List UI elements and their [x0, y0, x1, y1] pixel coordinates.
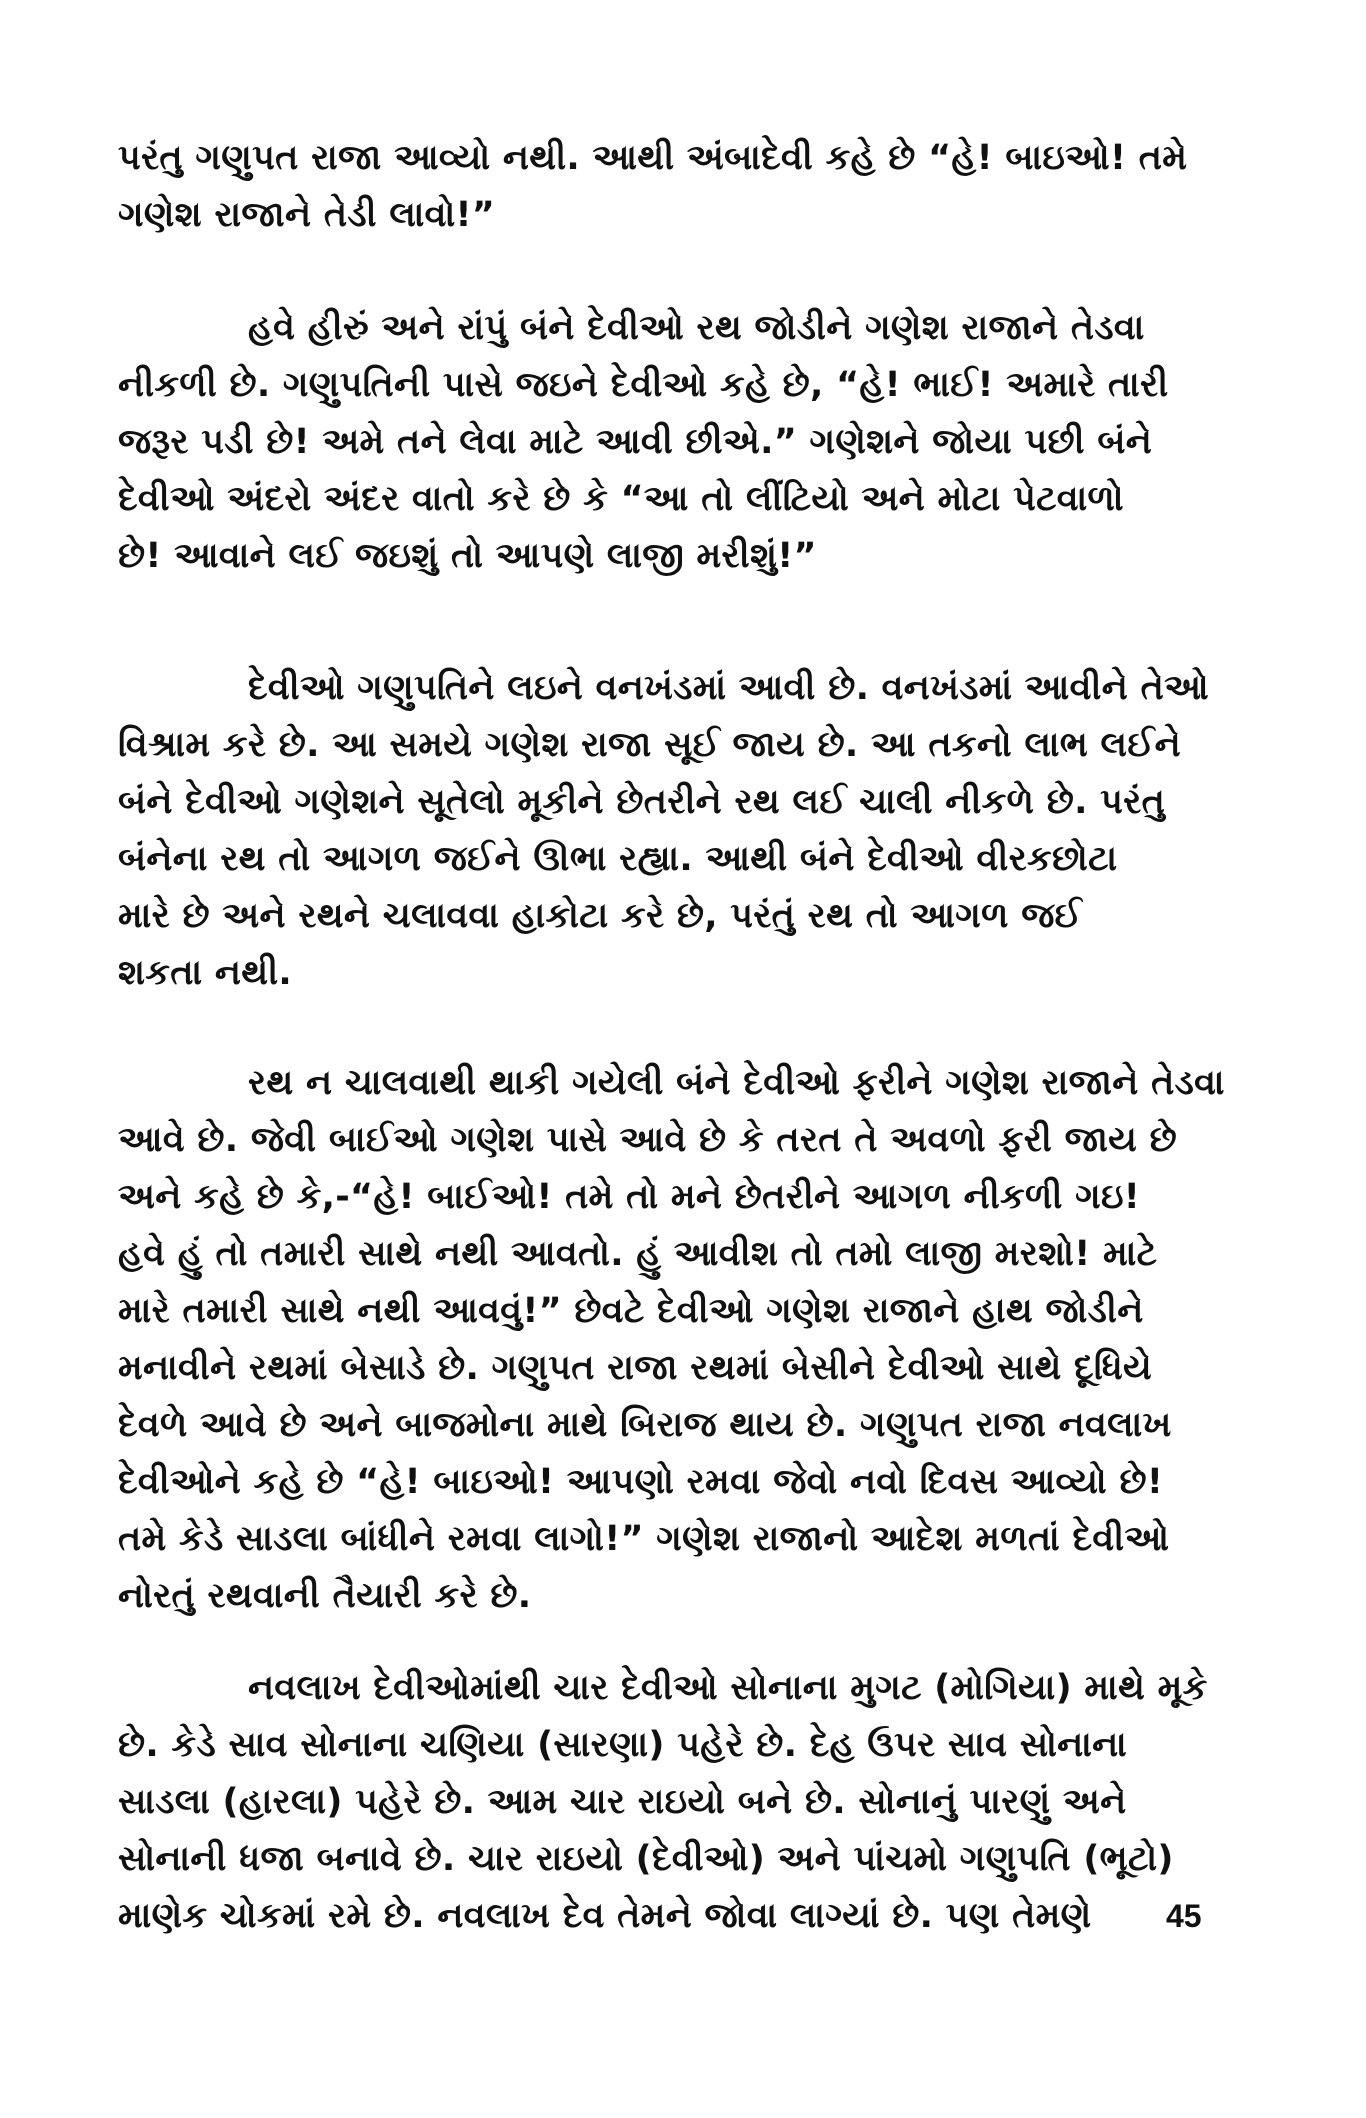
text-line: નવલાખ દેવીઓમાંથી ચાર દેવીઓ સોનાના મુગટ (મોગિયા) માથે મૂકે: [248, 1668, 1208, 1708]
text-line: માણેક ચોકમાં રમે છે. નવલાખ દેવ તેમને જોવા લાગ્યાં છે. પણ તેમણે: [118, 1896, 1092, 1936]
text-line: આવે છે. જેવી બાઈઓ ગણેશ પાસે આવે છે કે તરત તે અવળો ફરી જાય છે: [118, 1120, 1177, 1160]
text-line: રથ ન ચાલવાથી થાકી ગયેલી બંને દેવીઓ ફરીને ગણેશ રાજાને તેડવા: [248, 1063, 1225, 1103]
text-line: ગણેશ રાજાને તેડી લાવો!”: [118, 195, 496, 235]
text-line: હવે હું તો તમારી સાથે નથી આવતો. હું આવીશ તો તમો લાજી મરશો! માટે: [118, 1234, 1158, 1274]
text-line: જરૂર પડી છે! અમે તને લેવા માટે આવી છીએ.” ગણેશને જોયા પછી બંને: [118, 422, 1153, 462]
text-line: દેવળે આવે છે અને બાજમોના માથે બિરાજ થાય છે. ગણુપત રાજા નવલાખ: [118, 1405, 1172, 1445]
text-line: મારે તમારી સાથે નથી આવવું!” છેવટે દેવીઓ ગણેશ રાજાને હાથ જોડીને: [118, 1291, 1144, 1331]
text-line: બંને દેવીઓ ગણેશને સૂતેલો મૂકીને છેતરીને રથ લઈ ચાલી નીકળે છે. પરંતુ: [118, 782, 1166, 822]
text-line: હવે હીરું અને રાંપું બંને દેવીઓ રથ જોડીને ગણેશ રાજાને તેડવા: [248, 308, 1145, 348]
text-line: સાડલા (હારલા) પહેરે છે. આમ ચાર રાઇયો બને છે. સોનાનું પારણું અને: [118, 1782, 1127, 1822]
paragraph-2: [118, 300, 1228, 585]
text-line: નોરતું રથવાની તૈયારી કરે છે.: [118, 1576, 532, 1616]
text-line: છે! આવાને લઈ જઇશું તો આપણે લાજી મરીશું!”: [118, 536, 817, 576]
paragraph-3: [118, 660, 1228, 1002]
page-number: 45: [1166, 1898, 1202, 1934]
text-line: શકતા નથી.: [118, 953, 292, 993]
text-line: સોનાની ધજા બનાવે છે. ચાર રાઇયો (દેવીઓ) અને પાંચમો ગણુપતિ (ભૂટો): [118, 1839, 1174, 1879]
text-line: પરંતુ ગણુપત રાજા આવ્યો નથી. આથી અંબાદેવી કહે છે “હે! બાઇઓ! તમે: [118, 138, 1188, 178]
text-line: દેવીઓ ગણુપતિને લઇને વનખંડમાં આવી છે. વનખંડમાં આવીને તેઓ: [248, 668, 1209, 708]
paragraph-1: [118, 130, 1228, 244]
paragraph-5: [118, 1660, 1228, 1945]
text-line: અને કહે છે કે,-“હે! બાઈઓ! તમે તો મને છેતરીને આગળ નીકળી ગઇ!: [118, 1177, 1141, 1217]
text-line: વિશ્રામ કરે છે. આ સમયે ગણેશ રાજા સૂઈ જાય છે. આ તકનો લાભ લઈને: [118, 725, 1182, 765]
text-line: દેવીઓને કહે છે “હે! બાઇઓ! આપણો રમવા જેવો નવો દિવસ આવ્યો છે!: [118, 1462, 1164, 1502]
text-line: છે. કેડે સાવ સોનાના ચણિયા (સારણા) પહેરે છે. દેહ ઉપર સાવ સોનાના: [118, 1725, 1128, 1765]
text-line: બંનેના રથ તો આગળ જઈને ઊભા રહ્યા. આથી બંને દેવીઓ વીરકછોટા: [118, 839, 1118, 879]
text-line: મારે છે અને રથને ચલાવવા હાકોટા કરે છે, પરંતું રથ તો આગળ જઈ: [118, 896, 1082, 936]
text-line: નીકળી છે. ગણુપતિની પાસે જઇને દેવીઓ કહે છે, “હે! ભાઈ! અમારે તારી: [118, 365, 1169, 405]
text-line: તમે કેડે સાડલા બાંધીને રમવા લાગો!” ગણેશ રાજાનો આદેશ મળતાં દેવીઓ: [118, 1519, 1170, 1559]
paragraph-4: [118, 1055, 1228, 1625]
text-line: દેવીઓ અંદરો અંદર વાતો કરે છે કે “આ તો લીંટિયો અને મોટા પેટવાળો: [118, 479, 1124, 519]
text-line: મનાવીને રથમાં બેસાડે છે. ગણુપત રાજા રથમાં બેસીને દેવીઓ સાથે દૂધિયે: [118, 1348, 1153, 1388]
